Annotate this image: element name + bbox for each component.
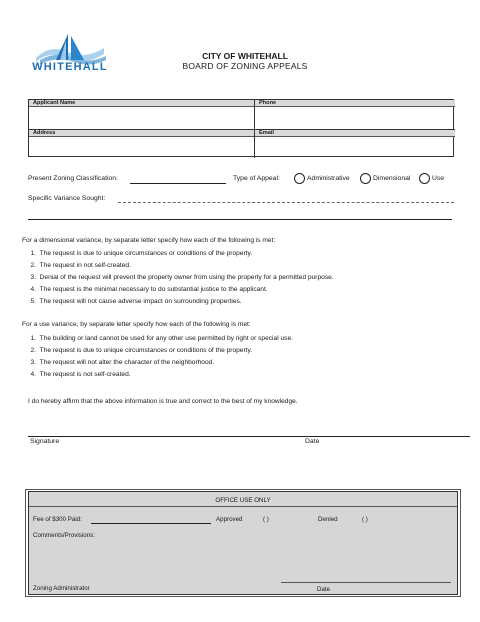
office-use-title: OFFICE USE ONLY — [215, 497, 271, 504]
zoning-classification-field[interactable] — [130, 183, 226, 184]
dimensional-radio[interactable] — [360, 173, 371, 184]
use-item-4: 4. The request is not self-created. — [30, 371, 131, 378]
comments-field[interactable] — [109, 530, 453, 570]
signature-label: Signature — [30, 438, 60, 445]
email-label: Email — [255, 130, 455, 137]
signature-line[interactable] — [28, 436, 470, 437]
denied-checkbox[interactable]: ( ) — [362, 516, 368, 523]
administrator-date-line[interactable] — [281, 582, 451, 583]
use-item-3: 3. The request will not alter the character of the neighborhood. — [30, 359, 215, 366]
office-date-label: Date — [317, 586, 331, 593]
table-divider-h — [29, 129, 455, 130]
use-item-2: 2. The request is due to unique circumstances or conditions of the property. — [30, 347, 253, 354]
board-title: BOARD OF ZONING APPEALS — [182, 61, 308, 71]
applicant-name-label: Applicant Name — [29, 100, 254, 107]
use-radio[interactable] — [419, 173, 430, 184]
appeal-type-label: Type of Appeal: — [233, 175, 280, 182]
office-use-box — [28, 491, 458, 595]
dim-item-5: 5. The request will not cause adverse impact on surrounding properties. — [30, 298, 242, 305]
use-intro: For a use variance, by separate letter specify how each of the following is met: — [22, 321, 251, 328]
specific-variance-field[interactable] — [118, 202, 454, 203]
use-item-1: 1. The building or land cannot be used for any other use permitted by right or special use. — [30, 335, 293, 342]
dim-item-3: 3. Denial of the request will prevent the property owner from using the property for a permitted purpose. — [30, 274, 334, 281]
dim-item-4: 4. The request is the minimal necessary to do substantial justice to the applicant. — [30, 286, 268, 293]
applicant-name-field[interactable] — [31, 108, 252, 128]
office-title-divider — [29, 506, 457, 507]
administrative-option-label: Administrative — [307, 175, 350, 182]
use-option-label: Use — [432, 175, 445, 182]
fee-field[interactable] — [91, 523, 211, 524]
dimensional-option-label: Dimensional — [373, 175, 411, 182]
specific-variance-label: Specific Variance Sought: — [28, 195, 106, 202]
dim-item-1: 1. The request is due to unique circumstances or conditions of the property. — [30, 250, 253, 257]
zoning-classification-label: Present Zoning Classification: — [28, 175, 118, 182]
denied-label: Denied — [318, 516, 338, 523]
administrative-radio[interactable] — [294, 173, 305, 184]
phone-label: Phone — [255, 100, 455, 107]
zoning-administrator-label: Zoning Administrator — [33, 585, 90, 592]
comments-label: Comments/Provisions: — [33, 532, 95, 539]
address-label: Address — [29, 130, 254, 137]
fee-label: Fee of $300 Paid: — [33, 516, 82, 523]
city-title: CITY OF WHITEHALL — [202, 51, 288, 61]
specific-variance-field-line2[interactable] — [28, 219, 452, 220]
dim-item-2: 2. The request in not self-created. — [30, 262, 131, 269]
applicant-table — [28, 99, 454, 157]
dimensional-intro: For a dimensional variance, by separate letter specify how each of the following is met: — [22, 237, 276, 244]
signature-date-label: Date — [305, 438, 320, 445]
approved-label: Approved — [216, 516, 243, 523]
email-field[interactable] — [257, 138, 453, 157]
affirmation-text: I do hereby affirm that the above information is true and correct to the best of my knowledge. — [28, 398, 298, 405]
logo-text: WHITEHALL — [32, 61, 108, 73]
phone-field[interactable] — [257, 108, 453, 128]
address-field[interactable] — [31, 138, 252, 157]
approved-checkbox[interactable]: ( ) — [263, 516, 269, 523]
